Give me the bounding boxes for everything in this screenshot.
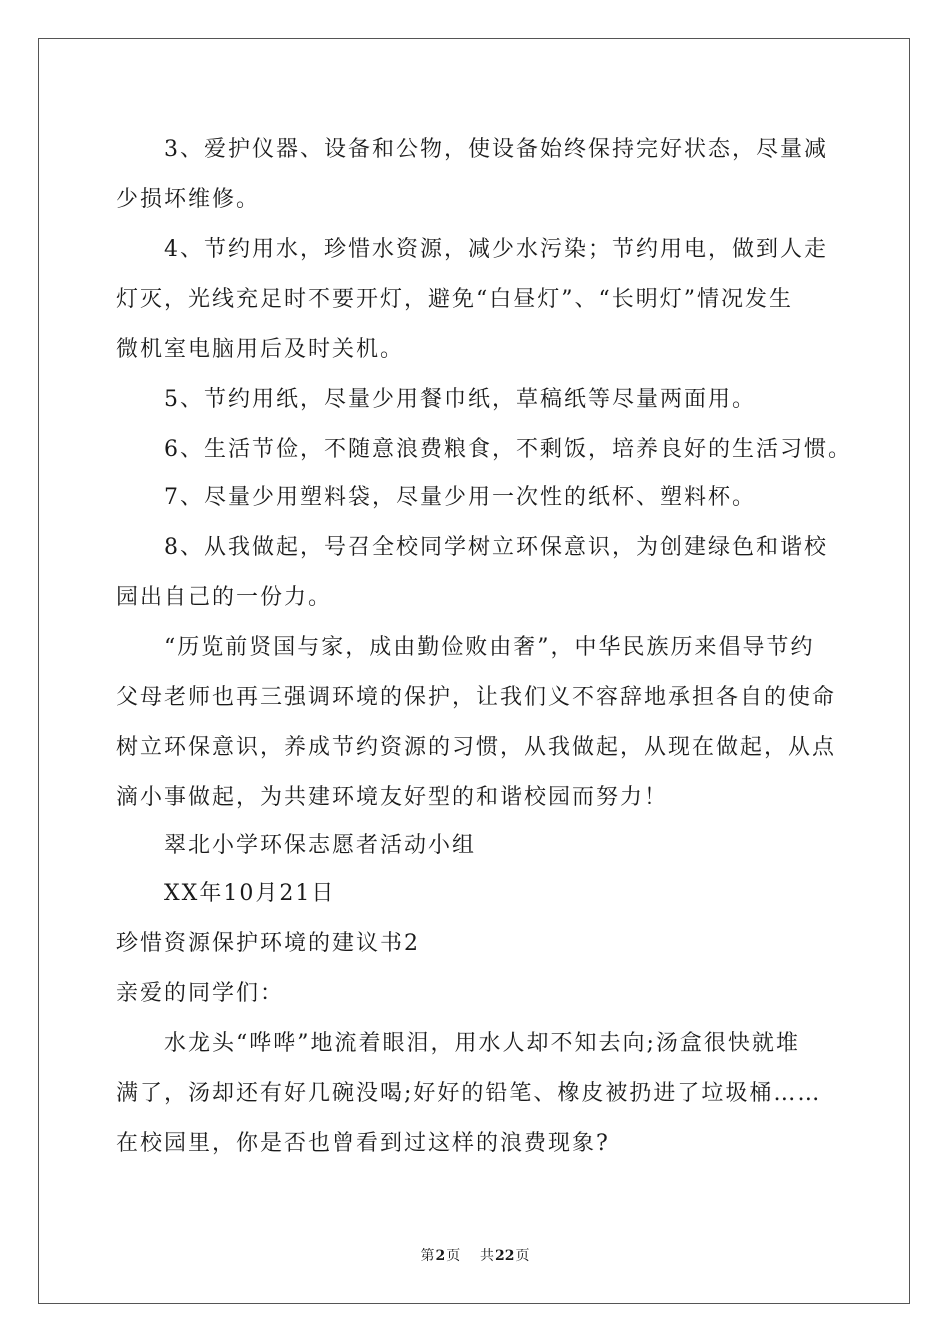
- paragraph-line: 6、生活节俭，不随意浪费粮食，不剩饭，培养良好的生活习惯。: [164, 437, 852, 462]
- paragraph-line: 8、从我做起，号召全校同学树立环保意识，为创建绿色和谐校: [164, 535, 828, 560]
- total-suffix: 页: [515, 1248, 530, 1264]
- paragraph-line: 父母老师也再三强调环境的保护，让我们义不容辞地承担各自的使命: [116, 685, 837, 710]
- paragraph-line: 4、节约用水，珍惜水资源，减少水污染；节约用电，做到人走: [164, 237, 828, 262]
- page-border: [38, 38, 910, 1304]
- page-footer: [0, 1246, 950, 1266]
- section-title: 珍惜资源保护环境的建议书2: [116, 931, 420, 956]
- signature-date: XX年10月21日: [164, 881, 336, 906]
- paragraph-line: 少损坏维修。: [116, 187, 261, 212]
- paragraph-line: 在校园里，你是否也曾看到过这样的浪费现象?: [116, 1131, 610, 1156]
- page-prefix: 第: [420, 1248, 435, 1264]
- paragraph-line: 水龙头“哗哗”地流着眼泪，用水人却不知去向;汤盒很快就堆: [164, 1031, 800, 1056]
- paragraph-line: 树立环保意识，养成节约资源的习惯，从我做起，从现在做起，从点: [116, 735, 837, 760]
- total-prefix: 共: [480, 1248, 495, 1264]
- total-pages: 22: [495, 1248, 515, 1264]
- page-suffix: 页: [446, 1248, 461, 1264]
- paragraph-line: 滴小事做起，为共建环境友好型的和谐校园而努力！: [116, 785, 669, 810]
- paragraph-line: 园出自己的一份力。: [116, 585, 333, 610]
- page-number: 2: [435, 1248, 446, 1264]
- paragraph-line: 微机室电脑用后及时关机。: [116, 337, 405, 362]
- paragraph-line: 3、爱护仪器、设备和公物，使设备始终保持完好状态，尽量减: [164, 137, 828, 162]
- paragraph-line: 满了，汤却还有好几碗没喝;好好的铅笔、橡皮被扔进了垃圾桶……: [116, 1081, 822, 1106]
- signature-org: 翠北小学环保志愿者活动小组: [164, 833, 477, 858]
- paragraph-line: “历览前贤国与家，成由勤俭败由奢”，中华民族历来倡导节约: [164, 635, 815, 660]
- paragraph-line: 灯灭，光线充足时不要开灯，避免“白昼灯”、“长明灯”情况发生: [116, 287, 793, 312]
- salutation: 亲爱的同学们：: [116, 981, 285, 1006]
- paragraph-line: 5、节约用纸，尽量少用餐巾纸，草稿纸等尽量两面用。: [164, 387, 756, 412]
- paragraph-line: 7、尽量少用塑料袋，尽量少用一次性的纸杯、塑料杯。: [164, 485, 756, 510]
